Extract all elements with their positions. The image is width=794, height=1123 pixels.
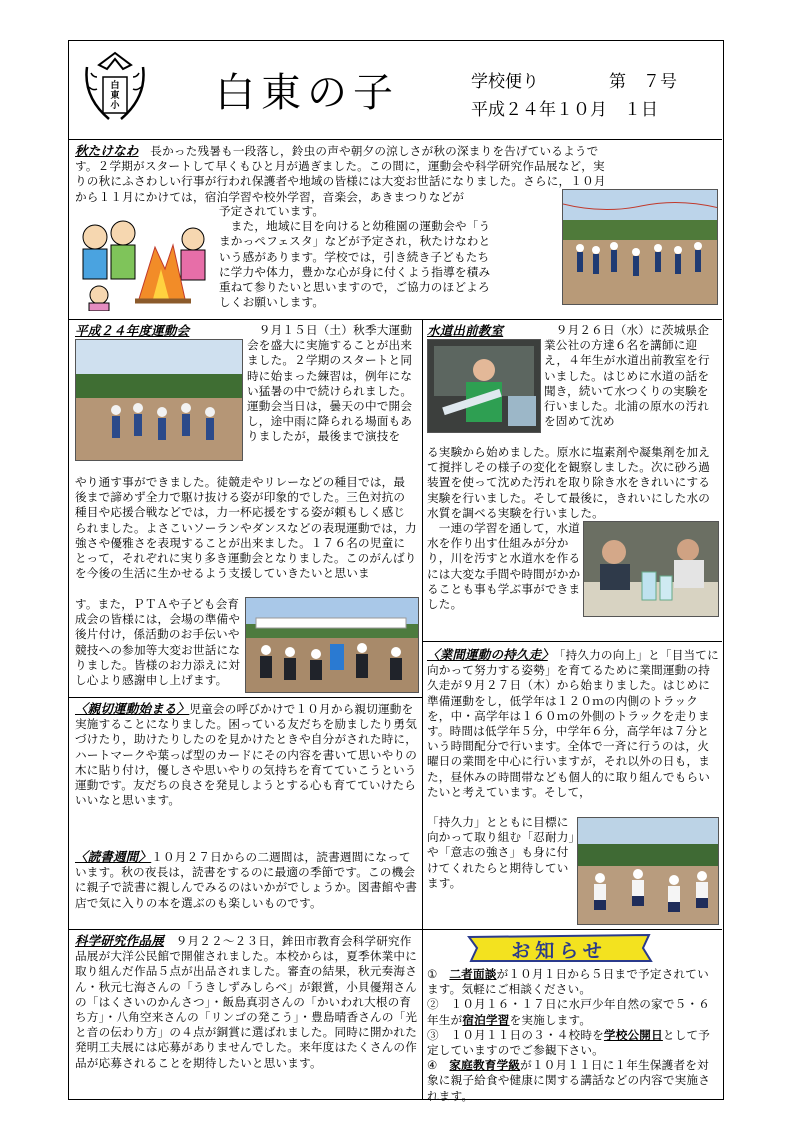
notice-item	[427, 1028, 719, 1058]
water-heading: 水道出前教室	[427, 323, 504, 338]
notice-number: ④	[427, 1058, 438, 1073]
notice-banner	[465, 933, 653, 963]
autumn-heading: 秋たけなわ	[75, 143, 139, 158]
sports-body-right: ９月１５日（土）秋季大運動会を盛大に実施することが出来ました。２学期のスタートと同時に始まった練習は，例年にない猛暑の中で続けられました。運動会当日は，曇天の中で開会し，途中雨に降られる場面もありましたが，最後まで演技を	[247, 323, 413, 444]
endurance-heading: 〈業間運動の持久走〉	[427, 647, 548, 662]
notice-number: ③	[427, 1027, 439, 1042]
autumn-line: に学力や体力，豊かな心が身に付くよう指導を積み	[219, 264, 491, 279]
sports-day-relay-photo	[75, 339, 243, 461]
autumn-line: から１１月にかけては，宿泊学習や校外学習，音楽会，あきまつりなどが	[75, 189, 465, 204]
notice-text: として予定していますのでご参観下さい。	[427, 1027, 711, 1058]
autumn-section-indented	[219, 204, 559, 310]
sports-day-obstacle-photo	[245, 597, 419, 693]
autumn-line: しくお願いします。	[219, 295, 325, 310]
water-class-photo	[427, 339, 541, 433]
notice-item	[427, 967, 719, 997]
endurance-section	[427, 647, 719, 800]
notice-text	[438, 1058, 450, 1072]
notice-item	[427, 997, 719, 1027]
newsletter-label: 学校便り	[471, 72, 539, 92]
notice-keyword: 二者面談	[449, 967, 497, 981]
notice-banner-text: お知らせ	[511, 940, 607, 962]
notice-text	[438, 967, 450, 981]
sports-heading: 平成２４年度運動会	[75, 323, 190, 338]
school-emblem	[79, 47, 151, 127]
notice-number: ②	[427, 997, 439, 1012]
water-heading-wrap	[427, 323, 547, 339]
newsletter-page	[68, 40, 724, 1103]
endurance-body-left: 「持久力」とともに目標に向かって取り組む「忍耐力」や「意志の強さ」も身に付けてくれたらと期待しています。	[427, 815, 575, 890]
endurance-body-top: 「持久力の向上」と「目当てに向かって努力する姿勢」を育てるために業間運動の持久走が９月２７日（木）から始まりました。はじめに準備運動をし，低学年は１２０ｍの内側のトラックを，中・高学年は１６０ｍの外側のトラックを走ります。時間は低学年５分，中学年６分，高学年は７分という時間配分で行います。全体で一斉に行うのは，火曜日の業間を中心に行いますが，それ以外の日も，また，昼休みの時間帯なども個人的に取り組んでもらいたいと考えています。そして，	[427, 648, 719, 799]
water-body-left: 一連の学習を通して，水道水を作り出す仕組みが分かり，川を汚すと水道水を作るには大変な手間や時間がかかることも事も学ぶ事ができました。	[427, 521, 581, 612]
sports-heading-wrap	[75, 323, 240, 339]
kindness-heading: 〈親切運動始まる〉	[75, 701, 190, 716]
autumn-line: 重ねて参りたいと思いますので，ご協力のほどよろ	[219, 280, 490, 295]
notice-text: １０月１６・１７日に水戸少年自然の家で５・６年生が	[427, 997, 711, 1027]
water-body-full: る実験から始めました。原水に塩素剤や凝集剤を加えて撹拌しその様子の変化を観察しました。次に砂ろ過装置を使って沈めた汚れを取り除き水をきれいにする実験を行いました。そして最後に，きれいにした水の水質を調べる実験を行いました。	[427, 445, 711, 520]
issue-number: 第 ７号	[609, 72, 677, 92]
notice-keyword: 宿泊学習	[462, 1012, 510, 1027]
reading-body: １０月２７日からの二週間は，読書週間になっています。秋の夜長は，読書をするのに最適の季節です。この機会に親子で読書に親しんでみるのはいかがでしょうか。図書館や書店で気に入りの本を選ぶのも楽しいものです。	[75, 850, 418, 910]
notice-keyword: 家庭教育学級	[449, 1058, 521, 1073]
autumn-line: まかっぺフェスタ」などが予定され，秋たけなわと	[219, 234, 491, 249]
notice-number: ①	[427, 967, 438, 981]
children-bonfire-illustration	[69, 207, 215, 311]
tug-of-war-photo	[562, 189, 718, 305]
endurance-run-photo	[577, 817, 719, 925]
notice-text: を実施します。	[509, 1012, 592, 1027]
science-body: ９月２２～２３日，鉾田市教育会科学研究作品展が大洋公民館で開催されました。本校からは，夏季休業中に取り組んだ作品５点が出品されました。審査の結果，秋元奏海さん・秋元七海さんの「うきしずみしらべ」が銀賞，小貝優翔さんの「はくさいのかんさつ」・飯島真羽さんの「かいわれ大根の育ち方」・八角空来さんの「リンゴの発こう」・豊島晴香さんの「光と音の伝わり方」の４点が銅賞に選ばれました。同時に開かれた発明工夫展には応募がありませんでした。来年度はたくさんの作品が応募されることを期待したいと思います。	[75, 934, 418, 1070]
emblem-text: 白東小	[110, 81, 120, 111]
autumn-line: 予定されています。	[219, 204, 325, 218]
notice-text: １０月１１日の３・４校時を	[438, 1027, 604, 1042]
science-heading: 科学研究作品展	[75, 933, 164, 948]
issue-date: 平成２４年１０月 １日	[471, 100, 658, 120]
science-section	[75, 933, 419, 1071]
water-body-right: ９月２６日（水）に茨城県企業公社の方達６名を講師に迎え，４年生が水道出前教室を行いました。はじめに水道の話を聞き，続いて水つくりの実験を行いました。北浦の原水の汚れを固めて沈め	[544, 323, 710, 429]
kindness-body: 児童会の呼びかけで１０月から親切運動を実施することになりました。困っている友だちを励ましたり勇気づけたり，助けたりしたのを見かけたときや自分がされた時に，ハートマークや葉っぱ型のカードにその内容を書いて思いやりの木に貼り付け，優しさや思いやりの気持ちを育てていこうという運動です。友だちの良さを発見しようとする心も育てていけたらいいなと思います。	[75, 702, 418, 808]
newsletter-title: 白東の子	[215, 70, 399, 116]
sports-body-full: やり通す事ができました。徒競走やリレーなどの種目では，最後まで諦めず全力で駆け抜ける姿が印象的でした。三色対抗の種目や応援合戦などでは，力一杯応援をする姿が頼もしく感じられました。よさこいソーランやダンスなどの表現運動では，力強さや優雅さを表現することが出来ました。１７６名の児童にとって，それぞれに実り多き運動会となりました。このがんばりを今後の生活に生かせるよう支援していきたいと思いま	[75, 475, 417, 581]
notice-text: が１０月１日から５日まで予定されています。気軽にご相談ください。	[427, 967, 709, 997]
autumn-line: また，地域に目を向けると幼稚園の運動会や「う	[219, 219, 491, 234]
autumn-line: りの秋にふさわしい行事が行われ保護者や地域の皆様には大変お世話になりました。さらに，１０月	[75, 174, 606, 189]
notice-item	[427, 1058, 719, 1104]
notice-text: が１０月１１日に１年生保護者を対象に親子給食や健康に関する講話などの内容で実施されます。	[427, 1058, 711, 1103]
water-experiment-photo	[583, 521, 719, 617]
reading-section	[75, 849, 419, 911]
autumn-line: す。２学期がスタートして早くもひと月が過ぎました。この間に，運動会や科学研究作品展など，実	[75, 159, 605, 174]
kindness-section	[75, 701, 419, 808]
notice-list	[427, 967, 719, 1104]
sports-body-left: す。また，ＰＴＡや子ども会育成会の皆様には，会場の準備や後片付け，係活動のお手伝いや競技への参加等大変お世話になりました。皆様のお力添えに対し心より感謝申し上げます。	[75, 597, 241, 688]
autumn-line: 長かった残暑も一段落し，鈴虫の声や朝夕の涼しさが秋の深まりを告げているようで	[138, 144, 599, 158]
autumn-line: いう感があります。学校では，引き続き子どもたち	[219, 249, 490, 264]
reading-heading: 〈読書週間〉	[75, 849, 152, 864]
notice-keyword: 学校公開日	[603, 1027, 663, 1042]
